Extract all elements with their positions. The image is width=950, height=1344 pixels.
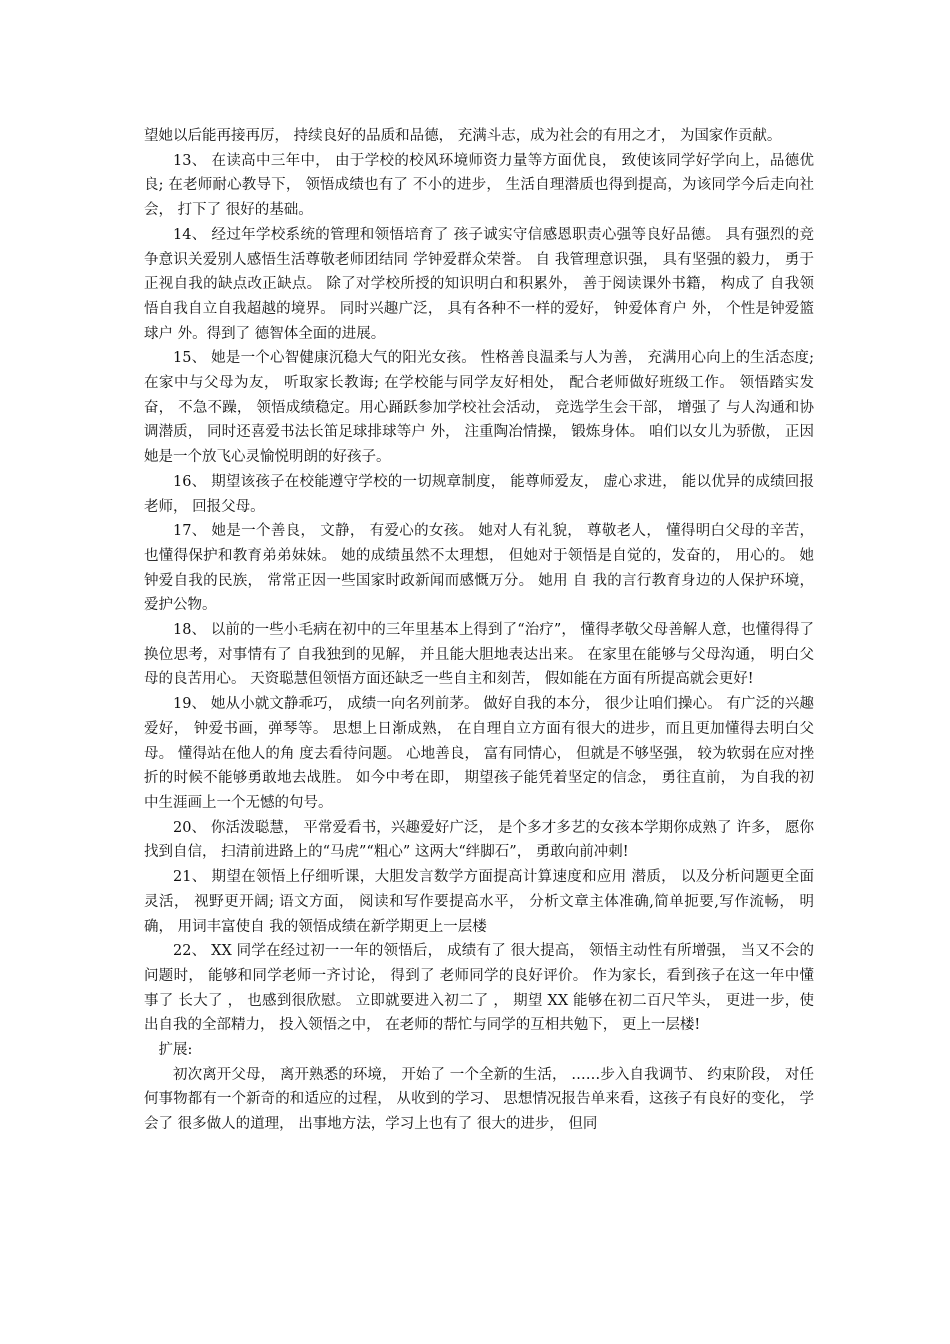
paragraph-21: 21、 期望在领悟上仔细听课，大胆发言数学方面提高计算速度和应用 潜质， 以及分析问题更全面灵活， 视野更开阔; 语文方面， 阅读和写作要提高水平， 分析文章主体准确,简单扼要,写作流畅， 明确， 用词丰富使自 我的领悟成绩在新学期更上一层楼 (144, 869, 814, 935)
paragraph-16: 16、 期望该孩子在校能遵守学校的一切规章制度， 能尊师爱友， 虚心求进， 能以优异的成绩回报老师， 回报父母。 (144, 473, 814, 515)
extension-paragraph: 初次离开父母， 离开熟悉的环境， 开始了 一个全新的生活， ……步入自我调节、 约束阶段， 对任何事物都有一个新奇的和适应的过程， 从收到的学习、 思想情况报告单来看，这孩子有良好的变化， 学会了 很多做人的道理， 出事地方法，学习上也有了 很大的进步， 但同 (144, 1066, 814, 1133)
extension-heading: 扩展: (158, 1042, 193, 1059)
paragraph-20: 20、 你活泼聪慧， 平常爱看书，兴趣爱好广泛， 是个多才多艺的女孩本学期你成熟了 许多， 愿你找到自信， 扫清前进路上的“马虎”“粗心” 这两大“绊脚石”， 勇敢向前冲刺! (144, 819, 814, 861)
paragraph-19: 19、 她从小就文静乖巧， 成绩一向名列前茅。 做好自我的本分， 很少让咱们操心。 有广泛的兴趣爱好， 钟爱书画，弹琴等。 思想上日渐成熟， 在自理自立方面有很大的进步，而且更加懂得去明白父母。 懂得站在他人的角 度去看待问题。 心地善良， 富有同情心， 但就是不够坚强， 较为软弱在应对挫折的时候不能够勇敢地去战胜。 如今中考在即， 期望孩子能凭着坚定的信念， 勇往直前， 为自我的初中生涯画上一个无憾的句号。 (144, 696, 814, 811)
paragraph-18: 18、 以前的一些小毛病在初中的三年里基本上得到了“治疗”， 懂得孝敬父母善解人意，也懂得得了 换位思考，对事情有了 自我独到的见解， 并且能大胆地表达出来。 在家里在能够与父母沟通， 明白父母的良苦用心。 天资聪慧但领悟方面还缺乏一些自主和刻苦， 假如能在方面有所提高就会更好! (144, 622, 814, 688)
paragraph-15: 15、 她是一个心智健康沉稳大气的阳光女孩。 性格善良温柔与人为善， 充满用心向上的生活态度; 在家中与父母为友， 听取家长教诲; 在学校能与同学友好相处， 配合老师做好班级工作。 领悟踏实发奋， 不急不躁， 领悟成绩稳定。用心踊跃参加学校社会活动， 竞选学生会干部， 增强了 与人沟通和协调潜质， 同时还喜爱书法长笛足球排球等户 外， 注重陶冶情操， 锻炼身体。 咱们以女儿为骄傲， 正因她是一个放飞心灵愉悦明朗的好孩子。 (144, 350, 814, 466)
paragraph-14: 14、 经过年学校系统的管理和领悟培育了 孩子诚实守信感恩职责心强等良好品德。 具有强烈的竞争意识关爱别人感悟生活尊敬老师团结同 学钟爱群众荣誉。 自 我管理意识强， 具有坚强的毅力， 勇于正视自我的缺点改正缺点。 除了对学校所授的知识明白和积累外， 善于阅读课外书籍， 构成了 自我领悟自我自立自我超越的境界。 同时兴趣广泛， 具有各种不一样的爱好， 钟爱体育户 外， 个性是钟爱篮球户 外。得到了 德智体全面的进展。 (144, 226, 814, 342)
document-page (144, 124, 814, 1137)
paragraph-13: 13、 在读高中三年中， 由于学校的校风环境师资力量等方面优良， 致使该同学好学向上，品德优良; 在老师耐心教导下， 领悟成绩也有了 不小的进步， 生活自理潜质也得到提高，为该同学今后走向社会， 打下了 很好的基础。 (144, 152, 814, 219)
paragraph-continuation: 望她以后能再接再厉， 持续良好的品质和品德， 充满斗志，成为社会的有用之才， 为国家作贡献。 (144, 128, 782, 144)
paragraph-17: 17、 她是一个善良， 文静， 有爱心的女孩。 她对人有礼貌， 尊敬老人， 懂得明白父母的辛苦， 也懂得保护和教育弟弟妹妹。 她的成绩虽然不太理想， 但她对于领悟是自觉的，发奋的， 用心的。 她钟爱自我的民族， 常常正因一些国家时政新闻而感慨万分。 她用 自 我的言行教育身边的人保护环境， 爱护公物。 (144, 523, 814, 614)
paragraph-22: 22、 XX 同学在经过初一一年的领悟后， 成绩有了 很大提高， 领悟主动性有所增强， 当又不会的问题时， 能够和同学老师一齐讨论， 得到了 老师同学的良好评价。 作为家长，看到孩子在这一年中懂事了 长大了 ， 也感到很欣慰。 立即就要进入初二了 ， 期望 XX 能够在初二百尺竿头， 更进一步，使出自我的全部精力， 投入领悟之中， 在老师的帮忙与同学的互相共勉下， 更上一层楼! (144, 943, 814, 1034)
